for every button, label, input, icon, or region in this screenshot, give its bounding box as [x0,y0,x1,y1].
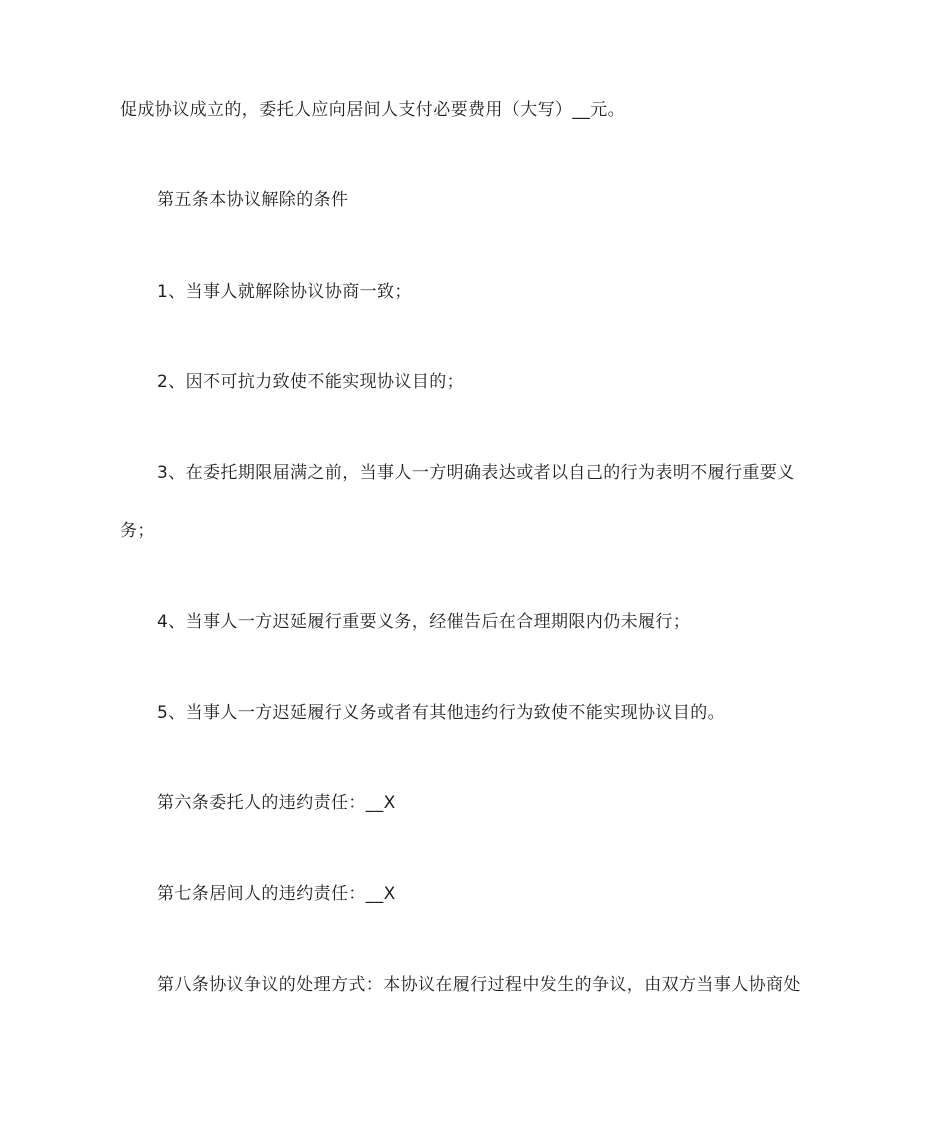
article-5-item-2: 2、因不可抗力致使不能实现协议目的； [157,372,465,392]
article-5-heading: 第五条本协议解除的条件 [157,190,349,210]
article-8-heading: 第八条协议争议的处理方式：本协议在履行过程中发生的争议，由双方当事人协商处 [157,975,801,995]
article-5-item-3: 3、在委托期限届满之前，当事人一方明确表达或者以自己的行为表明不履行重要义 [157,463,795,483]
article-7-heading: 第七条居间人的违约责任：__X [157,884,396,904]
article-5-item-5: 5、当事人一方迟延履行义务或者有其他违约行为致使不能实现协议目的。 [157,703,726,723]
article-5-item-1: 1、当事人就解除协议协商一致； [157,282,412,302]
article-5-item-3-continuation: 务； [120,521,155,541]
paragraph-fee-line: 促成协议成立的，委托人应向居间人支付必要费用（大写）__元。 [120,100,625,120]
article-5-item-4: 4、当事人一方迟延履行重要义务，经催告后在合理期限内仍未履行； [157,612,691,632]
article-6-heading: 第六条委托人的违约责任：__X [157,793,396,813]
